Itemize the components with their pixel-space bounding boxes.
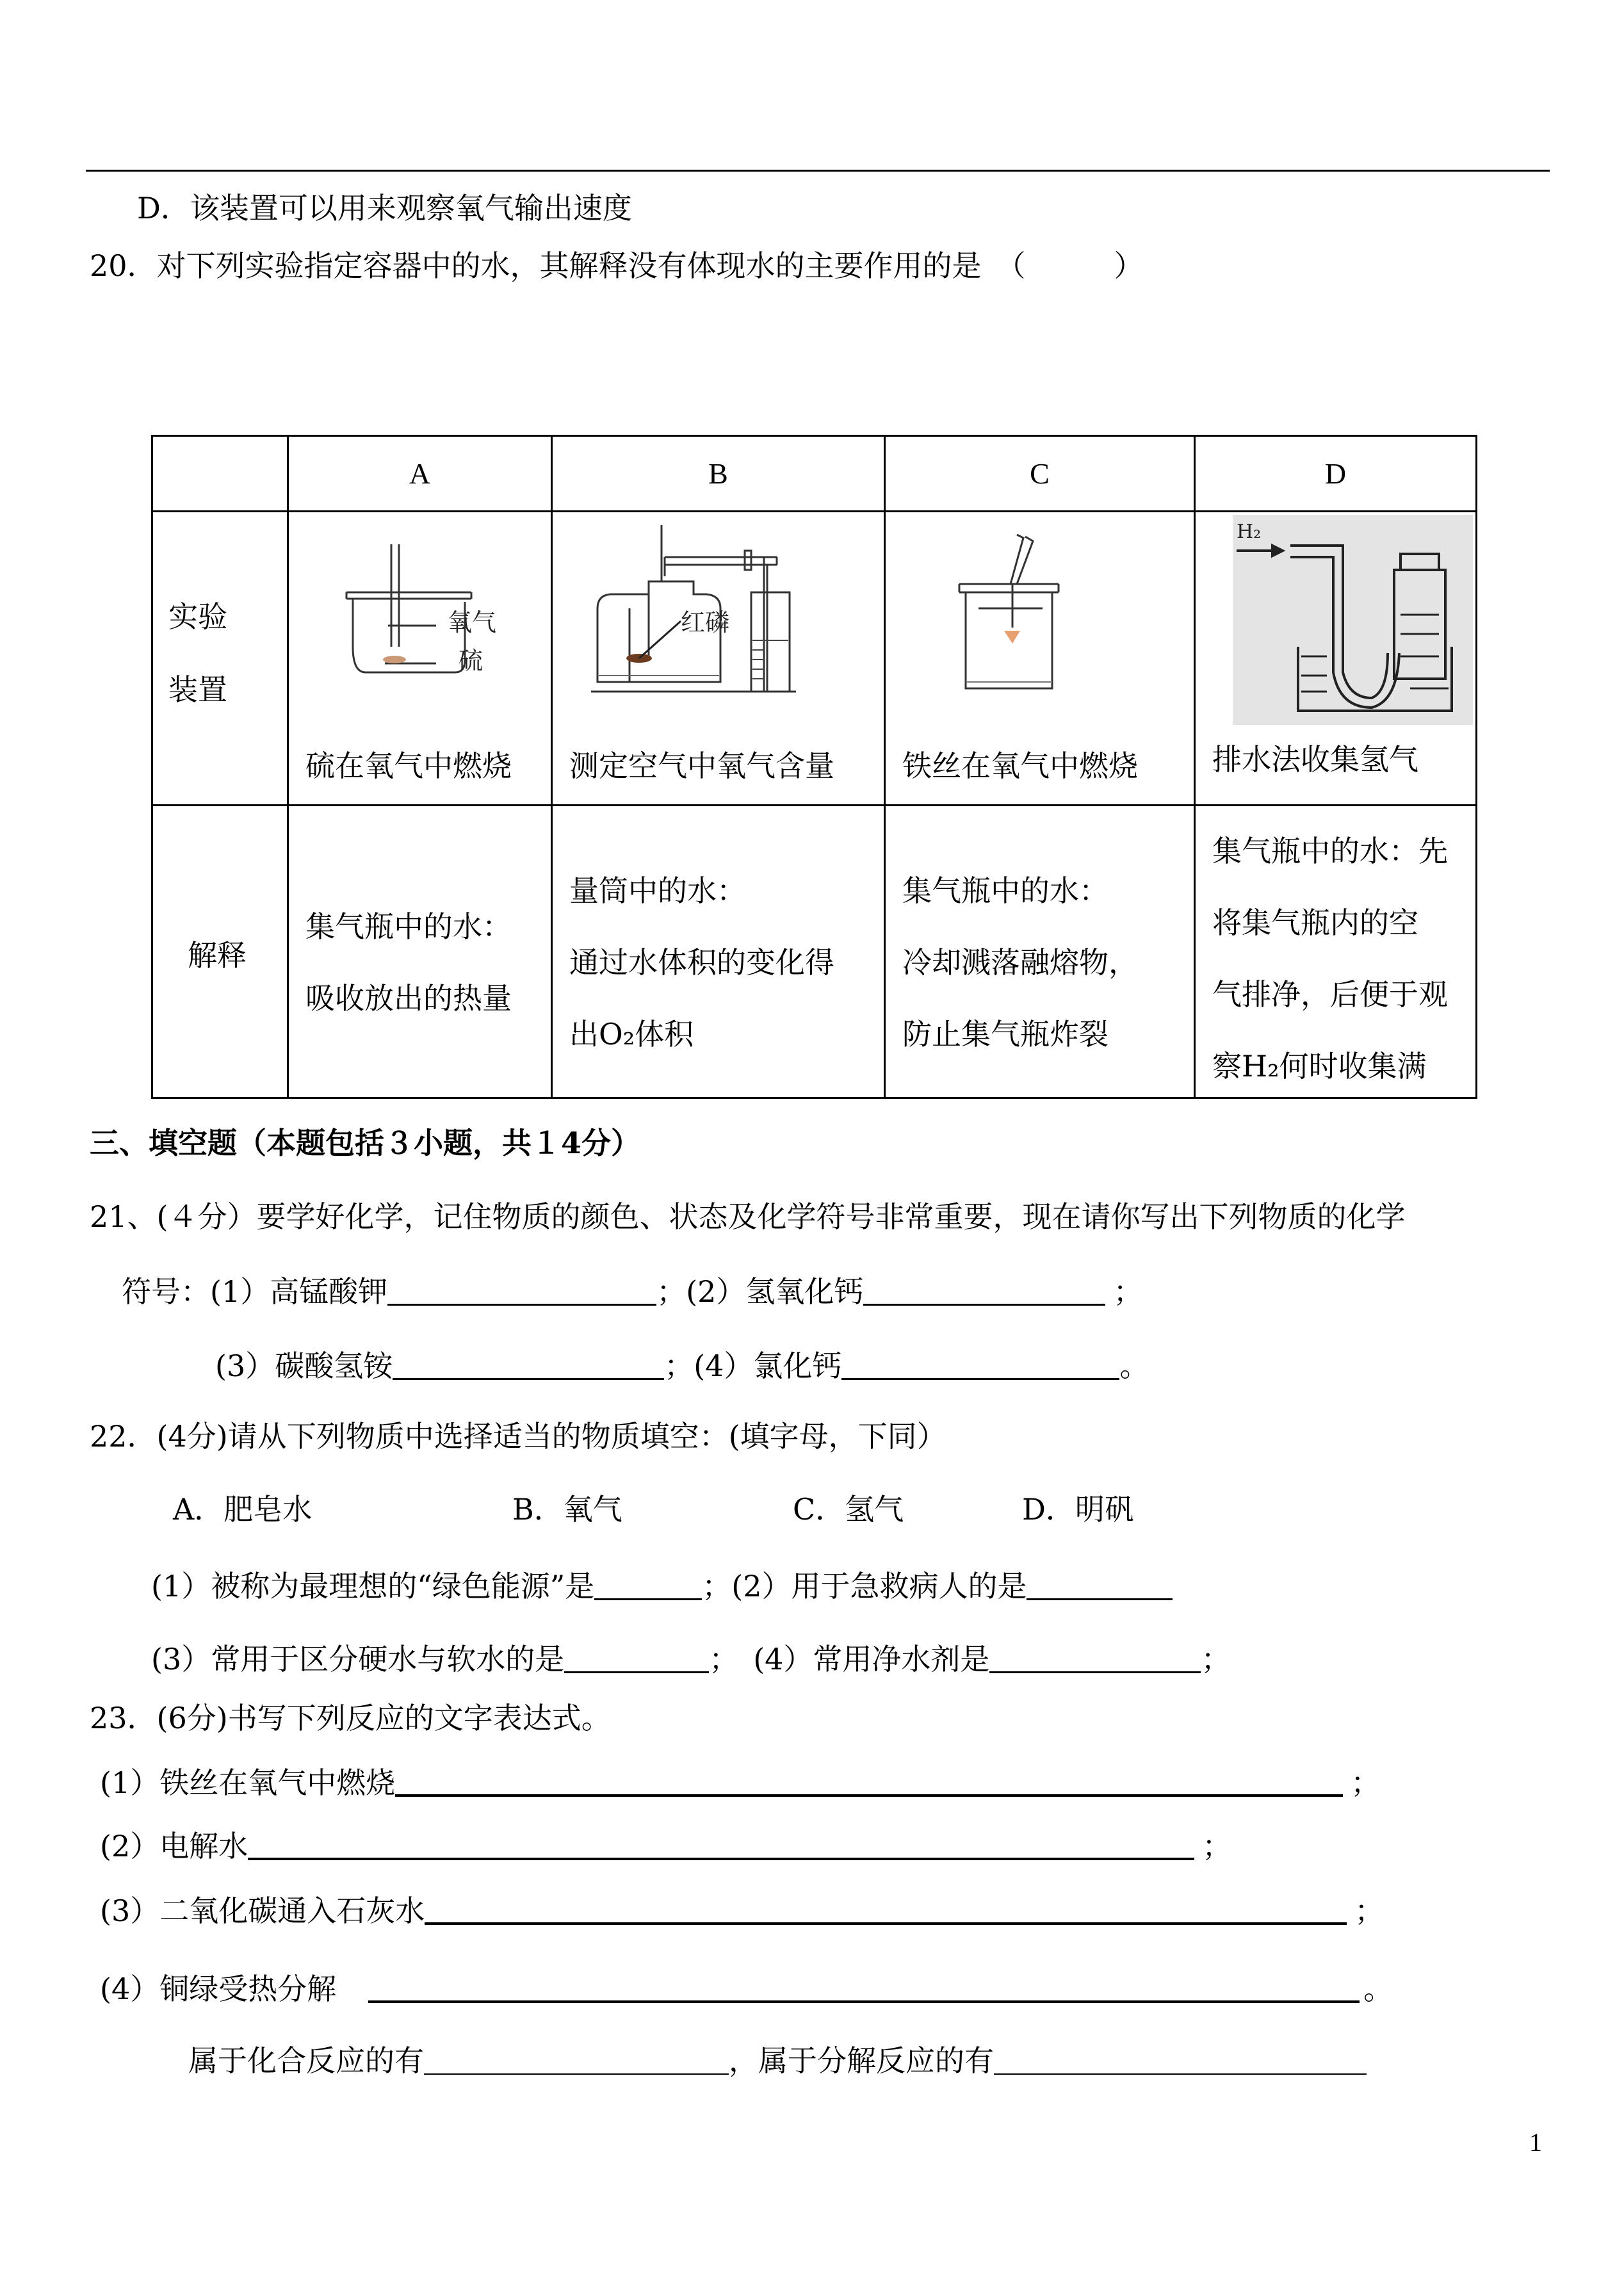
q23-reaction-type-line — [188, 2043, 1367, 2078]
explain-b-line1: 量筒中的水： — [569, 873, 746, 908]
explain-c-line2: 冷却溅落融熔物， — [902, 945, 1138, 980]
explain-d-line4: 察H₂何时收集满 — [1212, 1049, 1427, 1083]
q22-q4-label: ； (4）常用净水剂是 — [709, 1642, 990, 1676]
row-label-device-line2: 装置 — [168, 672, 227, 707]
q23-line1 — [100, 1765, 1381, 1800]
q20-stem: 20．对下列实验指定容器中的水，其解释没有体现水的主要作用的是 （ ） — [90, 248, 1144, 283]
q21-item2-label: ；(2）氢氧化钙 — [656, 1274, 864, 1309]
q21-answer4-blank[interactable] — [841, 1349, 1119, 1380]
explain-d-line1: 集气瓶中的水：先 — [1212, 834, 1448, 868]
experiment-c-caption: 铁丝在氧气中燃烧 — [902, 749, 1138, 783]
q22-option-c: C．氢气 — [793, 1492, 904, 1527]
q22-answer4-blank[interactable] — [989, 1642, 1201, 1673]
experiment-d-cell — [1195, 512, 1477, 806]
experiment-d-caption: 排水法收集氢气 — [1212, 742, 1418, 777]
q23-item3-label: (3）二氧化碳通入石灰水 — [100, 1894, 425, 1928]
fig-d-label-h2: H₂ — [1237, 521, 1262, 543]
q23-line3 — [100, 1893, 1384, 1926]
q21-line3 — [215, 1349, 1149, 1381]
row-label-device-line1: 实验 — [168, 599, 227, 634]
explain-a-line2: 吸收放出的热量 — [305, 981, 512, 1016]
experiment-b-caption: 测定空气中氧气含量 — [569, 749, 834, 783]
q22-option-a: A．肥皂水 — [173, 1492, 313, 1527]
explain-a-line1: 集气瓶中的水： — [305, 909, 512, 944]
row-label-explain — [152, 806, 288, 1098]
explain-d-line3: 气排净，后便于观 — [1212, 977, 1448, 1012]
q21-answer1-blank[interactable] — [387, 1274, 656, 1306]
table-header-b: B — [552, 436, 885, 512]
q22-q2-label: ；(2）用于急救病人的是 — [702, 1569, 1027, 1603]
table-corner-cell — [152, 436, 288, 512]
explain-a-text — [305, 891, 512, 1034]
q22-answer3-blank[interactable] — [564, 1642, 709, 1673]
phosphorus-oxygen-content-figure — [553, 512, 886, 743]
q23-item2-label: (2）电解水 — [100, 1829, 248, 1863]
explain-b-cell — [552, 806, 885, 1098]
combination-reaction-blank[interactable] — [424, 2044, 729, 2075]
iron-wire-burning-figure — [886, 512, 1196, 743]
experiment-a-cell — [288, 512, 552, 806]
q19-option-d: D．该装置可以用来观察氧气输出速度 — [137, 191, 632, 225]
q21-answer2-blank[interactable] — [863, 1274, 1105, 1306]
explain-b-line3: 出O₂体积 — [569, 1017, 694, 1051]
q21-line3-end: 。 — [1119, 1349, 1149, 1383]
q22-option-b: B．氧气 — [512, 1492, 622, 1527]
explain-c-text — [902, 855, 1138, 1070]
table-header-a: A — [288, 436, 552, 512]
sulfur-burning-apparatus-figure — [289, 512, 553, 743]
experiment-a-caption: 硫在氧气中燃烧 — [305, 749, 512, 783]
explain-c-line1: 集气瓶中的水： — [902, 873, 1108, 908]
explain-c-line3: 防止集气瓶炸裂 — [902, 1017, 1108, 1051]
explain-d-cell — [1195, 806, 1477, 1098]
decomposition-reaction-blank[interactable] — [994, 2044, 1367, 2075]
q21-answer3-blank[interactable] — [393, 1349, 664, 1380]
q22-option-d: D．明矾 — [1022, 1492, 1134, 1527]
row-label-device — [152, 512, 288, 806]
page-number: 1 — [1529, 2128, 1542, 2157]
decomposition-reaction-label: ，属于分解反应的有 — [729, 2043, 994, 2078]
q23-item2-end: ； — [1202, 1829, 1232, 1863]
q22-answer1-blank[interactable] — [594, 1569, 702, 1600]
q22-stem: 22．(4分)请从下列物质中选择适当的物质填空：(填字母，下同） — [90, 1419, 946, 1454]
section3-title: 三、填空题（本题包括３小题，共１4分） — [90, 1126, 641, 1160]
q23-stem: 23．(6分)书写下列反应的文字表达式。 — [90, 1701, 611, 1735]
q21-item3-label: (3）碳酸氢铵 — [215, 1349, 393, 1383]
explain-a-cell — [288, 806, 552, 1098]
q23-item3-end: ； — [1354, 1894, 1384, 1928]
q21-item4-label: ；(4）氯化钙 — [664, 1349, 842, 1383]
experiment-table — [151, 435, 1477, 1099]
q22-q3-label: (3）常用于区分硬水与软水的是 — [151, 1642, 565, 1676]
fig-a-label-sulfur: 硫 — [459, 647, 483, 675]
q21-line1: 21、(４分）要学好化学，记住物质的颜色、状态及化学符号非常重要，现在请你写出下列物质的化学 — [90, 1199, 1406, 1234]
q23-line2 — [100, 1828, 1231, 1861]
combination-reaction-label: 属于化合反应的有 — [188, 2043, 424, 2078]
experiment-b-cell — [552, 512, 885, 806]
q22-answer2-blank[interactable] — [1027, 1569, 1173, 1600]
q23-item4-end: 。 — [1363, 1972, 1393, 2006]
q23-answer4-blank[interactable] — [368, 1971, 1360, 2003]
q22-line2 — [151, 1642, 1230, 1674]
q23-answer3-blank[interactable] — [425, 1893, 1347, 1925]
table-header-d: D — [1195, 436, 1477, 512]
q22-q1-label: (1）被称为最理想的“绿色能源”是 — [151, 1569, 595, 1603]
q22-line1 — [151, 1569, 1173, 1601]
fig-a-label-oxygen: 氧气 — [448, 608, 497, 637]
explain-d-line2: 将集气瓶内的空 — [1212, 905, 1418, 940]
q23-item1-end: ； — [1351, 1765, 1381, 1800]
explain-b-text — [569, 855, 834, 1070]
experiment-c-cell — [885, 512, 1195, 806]
q23-answer1-blank[interactable] — [395, 1765, 1343, 1797]
q23-line4 — [100, 1971, 1393, 2004]
fig-b-label-phosphorus: 红磷 — [681, 608, 730, 637]
header-rule — [86, 170, 1550, 172]
q23-item4-label: (4）铜绿受热分解 — [100, 1972, 337, 2006]
hydrogen-collection-figure — [1196, 512, 1477, 743]
q22-line2-end: ； — [1201, 1642, 1231, 1676]
q21-item1-label: 符号：(1）高锰酸钾 — [122, 1274, 388, 1309]
q23-answer2-blank[interactable] — [248, 1828, 1194, 1860]
explain-c-cell — [885, 806, 1195, 1098]
q21-line2 — [122, 1274, 1143, 1309]
table-header-c: C — [885, 436, 1195, 512]
explain-d-text — [1212, 815, 1448, 1102]
q23-item1-label: (1）铁丝在氧气中燃烧 — [100, 1765, 396, 1800]
explain-b-line2: 通过水体积的变化得 — [569, 945, 834, 980]
row-label-explain-text: 解释 — [188, 938, 247, 973]
q21-line2-end: ； — [1113, 1274, 1143, 1309]
